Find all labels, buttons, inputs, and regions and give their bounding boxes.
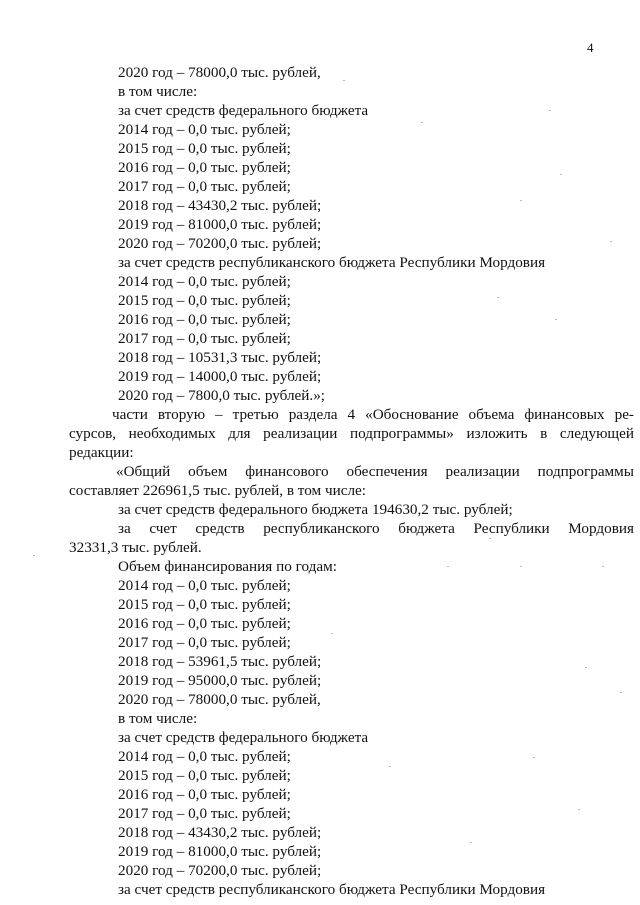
text-line: 2017 год – 0,0 тыс. рублей; [118,805,291,822]
text-line: 2020 год – 70200,0 тыс. рублей; [118,862,322,879]
text-line: 2014 год – 0,0 тыс. рублей; [118,121,291,138]
text-line: за счет средств федерального бюджета [118,102,369,119]
scan-speck [602,566,604,567]
text-line: 2020 год – 78000,0 тыс. рублей, [118,691,321,708]
text-line: 2014 год – 0,0 тыс. рублей; [118,273,291,290]
text-line: 2014 год – 0,0 тыс. рублей; [118,577,291,594]
text-line: 2014 год – 0,0 тыс. рублей; [118,748,291,765]
scan-speck [610,241,612,242]
text-line: «Общий объем финансового обеспечения реализации подпрограммы [116,463,634,480]
scan-speck [549,110,551,111]
text-line: за счет средств федерального бюджета 194630,2 тыс. рублей; [118,501,513,518]
text-line: Объем финансирования по годам: [118,558,337,575]
text-line: 2016 год – 0,0 тыс. рублей; [118,159,291,176]
scan-speck [389,766,391,767]
scan-speck [520,200,522,201]
text-line: 2018 год – 10531,3 тыс. рублей; [118,349,322,366]
text-line: 2020 год – 7800,0 тыс. рублей.»; [118,387,326,404]
scan-speck [578,809,580,810]
text-line: 2017 год – 0,0 тыс. рублей; [118,634,291,651]
scan-speck [489,538,491,539]
text-line: 2015 год – 0,0 тыс. рублей; [118,596,291,613]
scan-speck [470,842,472,843]
text-line: 2016 год – 0,0 тыс. рублей; [118,786,291,803]
text-line: 2016 год – 0,0 тыс. рублей; [118,615,291,632]
text-line: 2015 год – 0,0 тыс. рублей; [118,292,291,309]
text-line: за счет средств республиканского бюджета Республики Мордовия [118,881,546,898]
text-line: за счет средств республиканского бюджета Республики Мордовия [118,520,634,537]
scan-speck [555,319,557,320]
text-line: сурсов, необходимых для реализации подпрограммы» изложить в следующей [69,425,634,442]
text-line: за счет средств республиканского бюджета Республики Мордовия [118,254,546,271]
text-line: части вторую – третью раздела 4 «Обоснование объема финансовых ре- [112,406,634,423]
text-line: 2018 год – 53961,5 тыс. рублей; [118,653,322,670]
scan-speck [585,667,587,668]
text-line: 2015 год – 0,0 тыс. рублей; [118,767,291,784]
text-line: 2020 год – 70200,0 тыс. рублей; [118,235,322,252]
text-line: в том числе: [118,83,198,100]
page-number: 4 [587,40,594,55]
scan-speck [560,174,562,175]
text-line: редакции: [69,444,134,461]
scan-speck [33,555,35,556]
text-line: в том числе: [118,710,198,727]
scan-speck [447,566,449,567]
text-line: 2017 год – 0,0 тыс. рублей; [118,330,291,347]
text-line: за счет средств федерального бюджета [118,729,369,746]
text-line: 2019 год – 81000,0 тыс. рублей; [118,216,322,233]
text-line: 2018 год – 43430,2 тыс. рублей; [118,824,322,841]
text-line: 32331,3 тыс. рублей. [69,539,202,556]
text-line: 2019 год – 14000,0 тыс. рублей; [118,368,322,385]
text-line: 2020 год – 78000,0 тыс. рублей, [118,64,321,81]
scan-speck [497,297,499,298]
scan-speck [520,566,522,567]
scan-speck [620,692,622,693]
text-line: 2019 год – 95000,0 тыс. рублей; [118,672,322,689]
scan-speck [421,122,423,123]
text-line: 2019 год – 81000,0 тыс. рублей; [118,843,322,860]
scan-speck [331,633,333,634]
text-line: 2016 год – 0,0 тыс. рублей; [118,311,291,328]
text-line: 2017 год – 0,0 тыс. рублей; [118,178,291,195]
scan-speck [533,757,535,758]
scan-speck [343,80,345,81]
text-line: 2015 год – 0,0 тыс. рублей; [118,140,291,157]
text-line: 2018 год – 43430,2 тыс. рублей; [118,197,322,214]
text-line: составляет 226961,5 тыс. рублей, в том числе: [69,482,366,499]
